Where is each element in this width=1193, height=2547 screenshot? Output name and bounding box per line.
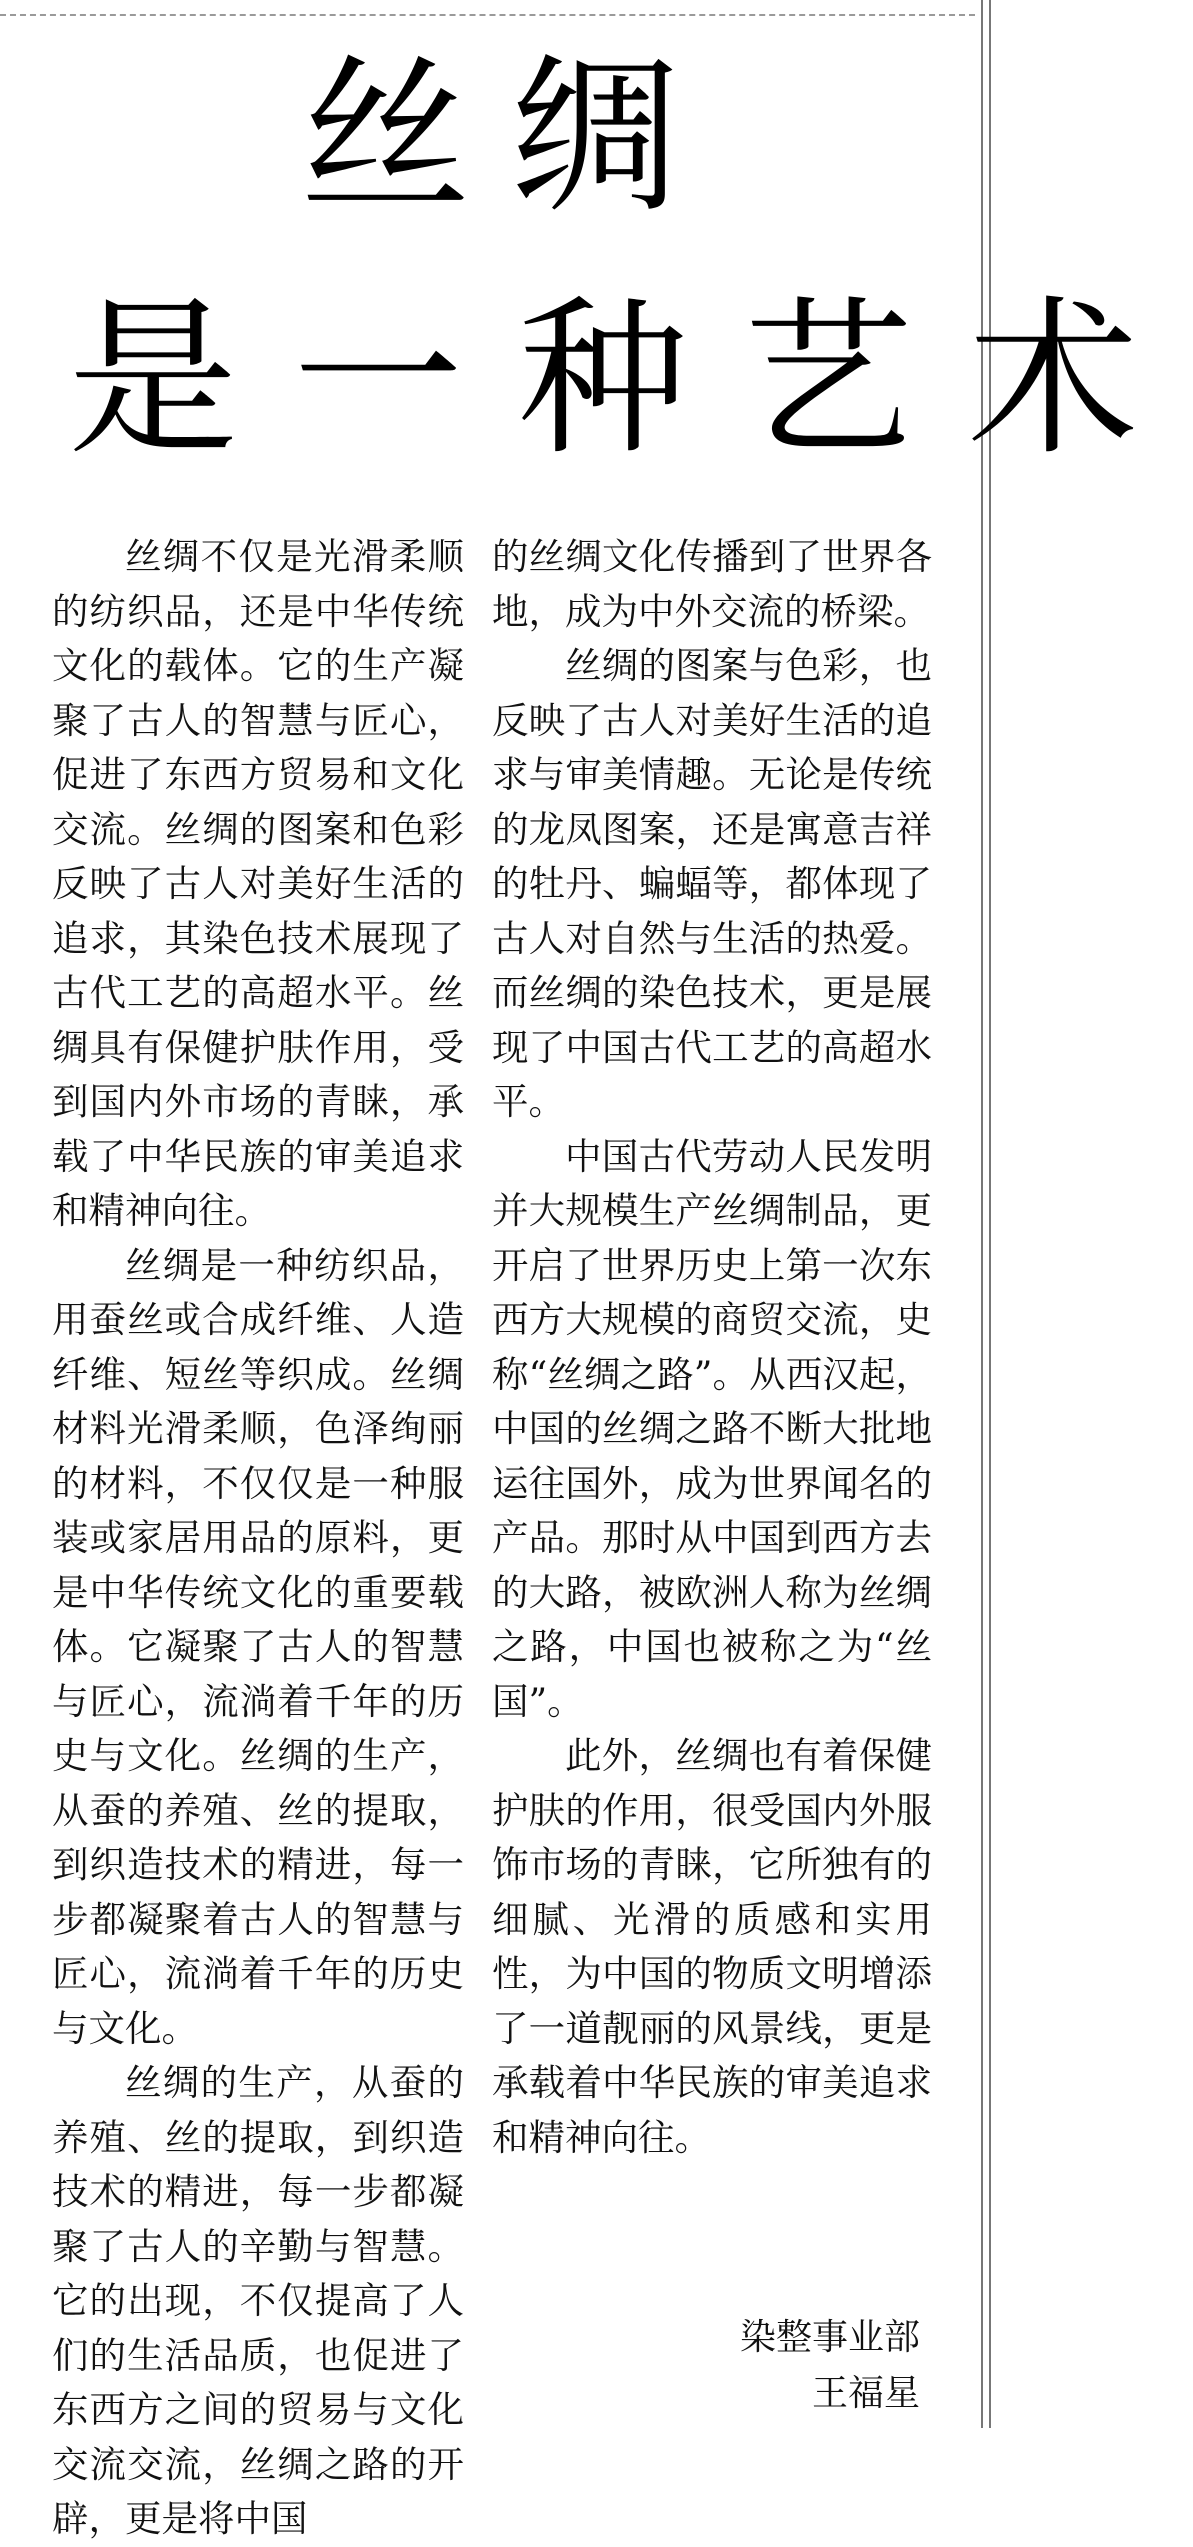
title-line-1: 丝绸: [300, 39, 721, 237]
byline: [700, 2310, 920, 2422]
paragraph: 丝绸的图案与色彩，也反映了古人对美好生活的追求与审美情趣。无论是传统的龙凤图案，还是寓意吉祥的牡丹、蝙蝠等，都体现了古人对自然与生活的热爱。而丝绸的染色技术，更是展现了中国古代工艺的高超水平。: [492, 644, 932, 1123]
paragraph: 丝绸是一种纺织品，用蚕丝或合成纤维、人造纤维、短丝等织成。丝绸材料光滑柔顺，色泽绚丽的材料，不仅仅是一种服装或家居用品的原料，更是中华传统文化的重要载体。它凝聚了古人的智慧与匠心，流淌着千年的历史与文化。丝绸的生产，从蚕的养殖、丝的提取，到织造技术的精进，每一步都凝聚着古人的智慧与匠心，流淌着千年的历史与文化。: [52, 1243, 464, 2050]
byline-department: 染整事业部: [739, 2317, 920, 2358]
paragraph: 中国古代劳动人民发明并大规模生产丝绸制品，更开启了世界历史上第一次东西方大规模的商贸交流，史称“丝绸之路”。从西汉起，中国的丝绸之路不断大批地运往国外，成为世界闻名的产品。那时从中国到西方去的大路，被欧洲人称为丝绸之路，中国也被称之为“丝国”。: [492, 1134, 932, 1723]
right-column: [492, 530, 932, 2165]
top-dashed-rule: [0, 14, 975, 16]
left-column: [52, 530, 464, 2547]
paragraph: 丝绸不仅是光滑柔顺的纺织品，还是中华传统文化的载体。它的生产凝聚了古人的智慧与匠心，促进了东西方贸易和文化交流。丝绸的图案和色彩反映了古人对美好生活的追求，其染色技术展现了古代工艺的高超水平。丝绸具有保健护肤作用，受到国内外市场的青睐，承载了中华民族的审美追求和精神向往。: [52, 535, 464, 1232]
paragraph: 此外，丝绸也有着保健护肤的作用，很受国内外服饰市场的青睐，它所独有的细腻、光滑的质感和实用性，为中国的物质文明增添了一道靓丽的风景线，更是承载着中华民族的审美追求和精神向往。: [492, 1734, 932, 2159]
title-line-2: 是一种艺术: [68, 281, 1193, 479]
paragraph: 丝绸的生产，从蚕的养殖、丝的提取，到织造技术的精进，每一步都凝聚了古人的辛勤与智慧。它的出现，不仅提高了人们的生活品质，也促进了东西方之间的贸易与文化交流交流，丝绸之路的开辟，更是将中国: [52, 2061, 464, 2540]
paragraph-continuation: 的丝绸文化传播到了世界各地，成为中外交流的桥梁。: [492, 535, 932, 633]
byline-author: 王福星: [811, 2373, 920, 2414]
